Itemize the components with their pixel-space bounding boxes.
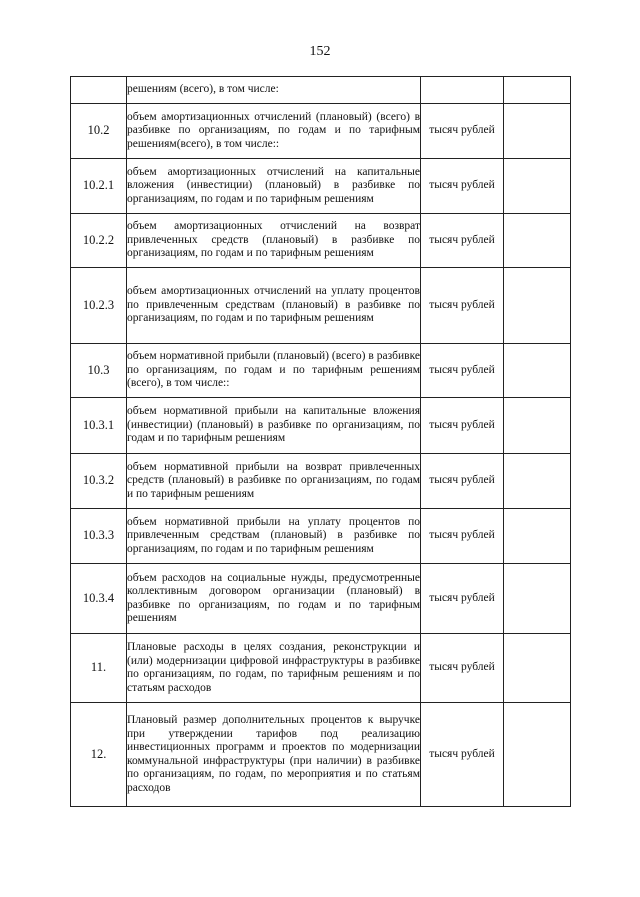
row-value-cell xyxy=(504,703,571,807)
row-unit: тысяч рублей xyxy=(421,214,504,268)
row-number xyxy=(71,77,127,104)
row-value-cell xyxy=(504,398,571,454)
row-unit: тысяч рублей xyxy=(421,104,504,159)
table-row xyxy=(71,398,571,454)
row-number: 10.3.4 xyxy=(71,564,127,634)
row-description: объем нормативной прибыли на возврат привлеченных средств (плановый) в разбивке по организациям, по годам и по тарифным решениям xyxy=(127,454,421,509)
row-number: 10.3.1 xyxy=(71,398,127,454)
row-value-cell xyxy=(504,509,571,564)
row-unit: тысяч рублей xyxy=(421,703,504,807)
row-unit xyxy=(421,77,504,104)
table-row xyxy=(71,344,571,398)
row-unit: тысяч рублей xyxy=(421,634,504,703)
row-value-cell xyxy=(504,454,571,509)
row-value-cell xyxy=(504,268,571,344)
table-row xyxy=(71,77,571,104)
row-number: 10.2.2 xyxy=(71,214,127,268)
row-number: 10.3 xyxy=(71,344,127,398)
row-unit: тысяч рублей xyxy=(421,509,504,564)
table-row xyxy=(71,214,571,268)
row-unit: тысяч рублей xyxy=(421,159,504,214)
table-row xyxy=(71,634,571,703)
row-value-cell xyxy=(504,634,571,703)
row-unit: тысяч рублей xyxy=(421,268,504,344)
row-description: объем амортизационных отчислений на возврат привлеченных средств (плановый) в разбивке по организациям, по годам и по тарифным решениям xyxy=(127,214,421,268)
row-value-cell xyxy=(504,104,571,159)
row-description: объем расходов на социальные нужды, предусмотренные коллективным договором организации (плановый) в разбивке по организациям, по годам и по тарифным решениям xyxy=(127,564,421,634)
table-row xyxy=(71,509,571,564)
row-value-cell xyxy=(504,77,571,104)
row-number: 10.2.3 xyxy=(71,268,127,344)
row-number: 12. xyxy=(71,703,127,807)
row-description: Плановый размер дополнительных процентов к выручке при утверждении тарифов под реализацию инвестиционных программ и проектов по модернизации коммунальной инфраструктуры (при наличии) в разбивке по организациям, по годам, по мероприятия и по статьям расходов xyxy=(127,703,421,807)
row-description: объем нормативной прибыли на капитальные вложения (инвестиции) (плановый) в разбивке по организациям, по годам и по тарифным решениям xyxy=(127,398,421,454)
page-number: 152 xyxy=(309,44,331,59)
table-row xyxy=(71,564,571,634)
row-unit: тысяч рублей xyxy=(421,564,504,634)
row-description: объем амортизационных отчислений на уплату процентов по привлеченным средствам (плановый) в разбивке по организациям, по годам и по тарифным решениям xyxy=(127,268,421,344)
table-row xyxy=(71,454,571,509)
row-value-cell xyxy=(504,214,571,268)
row-number: 11. xyxy=(71,634,127,703)
row-description: объем амортизационных отчислений (плановый) (всего) в разбивке по организациям, по годам и по тарифным решениям(всего), в том числе:: xyxy=(127,104,421,159)
row-number: 10.2.1 xyxy=(71,159,127,214)
row-value-cell xyxy=(504,344,571,398)
row-description: объем нормативной прибыли (плановый) (всего) в разбивке по организациям, по годам и по тарифным решениям (всего), в том числе:: xyxy=(127,344,421,398)
row-description: объем амортизационных отчислений на капитальные вложения (инвестиции) (плановый) в разбивке по организациям, по годам и по тарифным решениям xyxy=(127,159,421,214)
row-number: 10.3.2 xyxy=(71,454,127,509)
row-number: 10.3.3 xyxy=(71,509,127,564)
row-description: Плановые расходы в целях создания, реконструкции и (или) модернизации цифровой инфраструктуры в разбивке по организациям, по годам, по тарифным решениям и по статьям расходов xyxy=(127,634,421,703)
row-unit: тысяч рублей xyxy=(421,344,504,398)
table-row xyxy=(71,268,571,344)
row-unit: тысяч рублей xyxy=(421,398,504,454)
row-description: решениям (всего), в том числе: xyxy=(127,77,421,104)
table-row xyxy=(71,104,571,159)
row-unit: тысяч рублей xyxy=(421,454,504,509)
row-value-cell xyxy=(504,159,571,214)
table-row xyxy=(71,159,571,214)
row-value-cell xyxy=(504,564,571,634)
row-description: объем нормативной прибыли на уплату процентов по привлеченным средствам (плановый) в разбивке по организациям, по годам и по тарифным решениям xyxy=(127,509,421,564)
indicator-table xyxy=(70,76,571,807)
row-number: 10.2 xyxy=(71,104,127,159)
table-row xyxy=(71,703,571,807)
